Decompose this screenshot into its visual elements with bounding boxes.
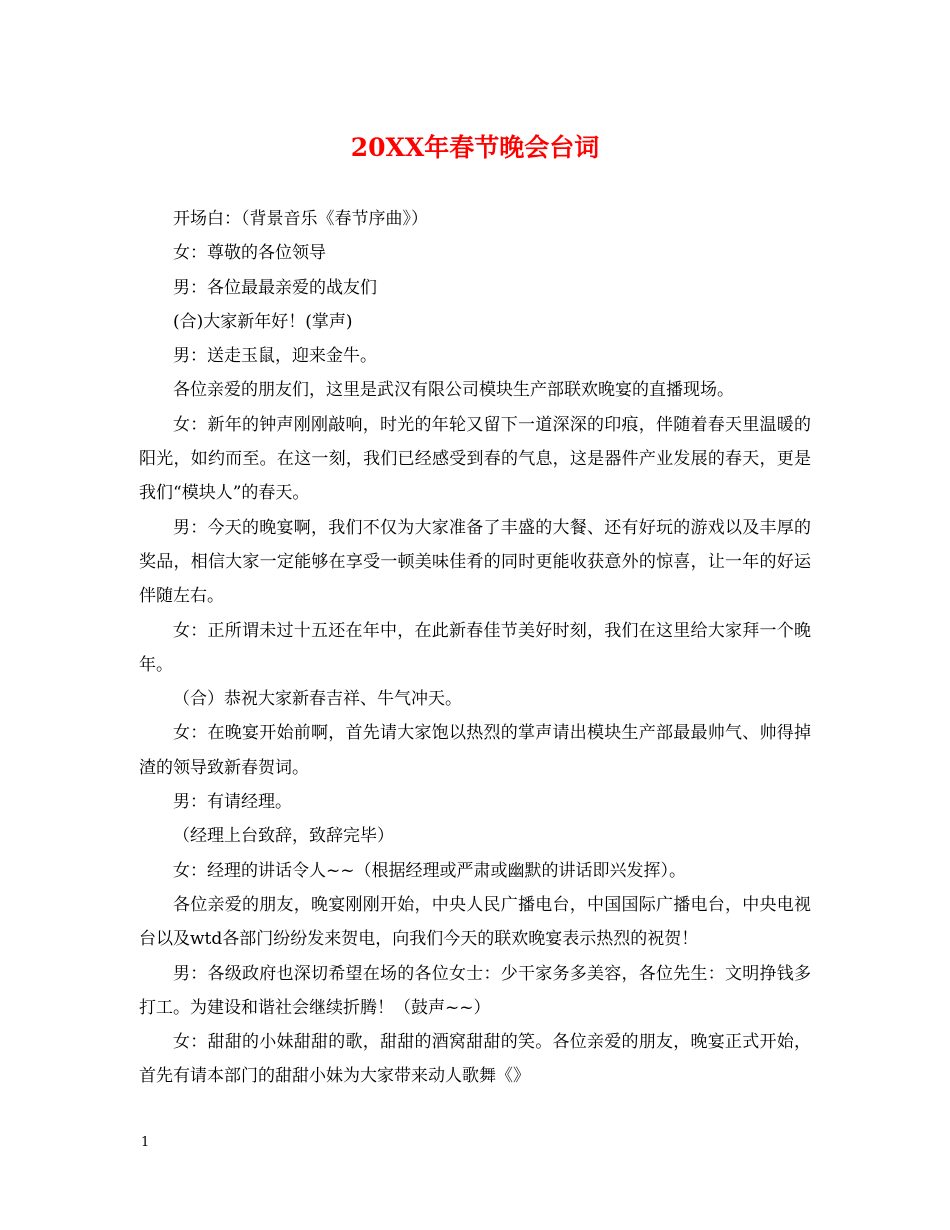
document-title: 20XX年春节晚会台词 — [350, 133, 600, 162]
paragraph: （经理上台致辞，致辞完毕） — [173, 826, 394, 847]
paragraph: 男：送走玉鼠，迎来金牛。 — [173, 346, 377, 367]
paragraph: 各位亲爱的朋友，晚宴刚刚开始，中央人民广播电台，中国国际广播电台，中央电视台以及wtd各部门纷纷发来贺电，向我们今天的联欢晚宴表示热烈的祝贺！ — [139, 894, 811, 950]
paragraph: 女：在晚宴开始前啊，首先请大家饱以热烈的掌声请出模块生产部最最帅气、帅得掉渣的领导致新春贺词。 — [139, 723, 811, 778]
paragraph: 男：有请经理。 — [173, 792, 292, 813]
paragraph: 开场白：（背景音乐《春节序曲》） — [173, 209, 428, 229]
page-number: 1 — [141, 1135, 150, 1150]
paragraph: 女：尊敬的各位领导 — [173, 243, 326, 264]
paragraph: 各位亲爱的朋友们，这里是武汉有限公司模块生产部联欢晚宴的直播现场。 — [173, 380, 734, 401]
paragraph: 女：经理的讲话令人~~（根据经理或严肃或幽默的讲话即兴发挥）。 — [173, 860, 686, 881]
paragraph: 女：新年的钟声刚刚敲响，时光的年轮又留下一道深深的印痕，伴随着春天里温暖的阳光，如约而至。在这一刻，我们已经感受到春的气息，这是器件产业发展的春天，更是我们“模块人”的春天。 — [139, 414, 811, 504]
paragraph: 男：各级政府也深切希望在场的各位女士：少干家务多美容，各位先生：文明挣钱多打工。为建设和谐社会继续折腾！（鼓声~~） — [139, 963, 811, 1018]
paragraph: (合)大家新年好！(掌声) — [173, 311, 353, 332]
document-body — [139, 202, 811, 1094]
paragraph: 女：正所谓未过十五还在年中，在此新春佳节美好时刻，我们在这里给大家拜一个晚年。 — [139, 620, 811, 675]
paragraph: （合）恭祝大家新春吉祥、牛气冲天。 — [173, 689, 462, 710]
paragraph: 男：各位最最亲爱的战友们 — [173, 277, 377, 298]
paragraph: 女：甜甜的小妹甜甜的歌，甜甜的酒窝甜甜的笑。各位亲爱的朋友，晚宴正式开始，首先有请本部门的甜甜小妹为大家带来动人歌舞《》 — [139, 1032, 811, 1087]
paragraph: 男：今天的晚宴啊，我们不仅为大家准备了丰盛的大餐、还有好玩的游戏以及丰厚的奖品，相信大家一定能够在享受一顿美味佳肴的同时更能收获意外的惊喜，让一年的好运伴随左右。 — [139, 517, 811, 607]
